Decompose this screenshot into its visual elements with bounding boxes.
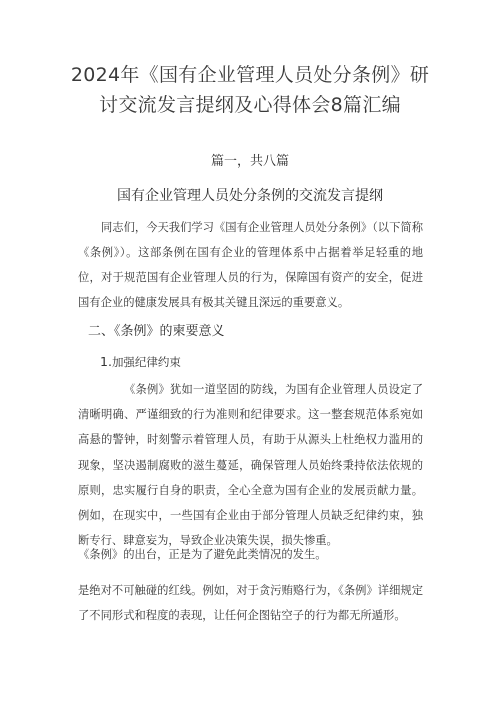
section-label: 篇一，共八篇 [210,154,289,169]
intro-paragraph: 同志们，今天我们学习《国有企业管理人员处分条例》（以下简称《条例》）。这部条例在国有企业的管理体系中占据着举足轻重的地位，对于规范国有企业管理人员的行为，保障国有资产的安全，促进国有企业的健康发展具有极其关键且深远的重要意义。 [78,221,423,309]
document-title-line-2: 讨交流发言提纲及心得体会8篇汇编 [99,94,401,116]
section-heading: 二、《条例》的柬要意义 [88,324,225,339]
subsection-heading [100,354,181,370]
subsection-number: 1. [100,354,112,369]
body-paragraph-2: 《条例》的出台，正是为了避免此类情况的发生。 [78,548,327,561]
subsection-heading-text: 加强纪律约束 [111,355,181,369]
document-title-line-1: 2024年《国有企业管理人员处分条例》研 [70,64,430,86]
body-paragraph-3: 是绝对不可触碰的红线。例如，对于贪污贿赂行为，《条例》详细规定了不同形式和程度的表现，让任何企图钻空子的行为都无所遁形。 [78,584,423,622]
section-subtitle: 国有企业管理人员处分条例的交流发言提纲 [117,188,383,204]
body-paragraph-1: 《条例》犹如一道坚固的防线，为国有企业管理人员设定了清晰明确、严谨细致的行为准则和纪律要求。这一整套规范体系宛如高悬的警钟，时刻警示着管理人员，有助于从源头上杜绝权力滥用的现象，坚决遏制腐败的滋生蔓延，确保管理人员始终秉持依法依规的原则，忠实履行自身的职责，全心全意为国有企业的发展贡献力量。例如，在现实中，一些国有企业由于部分管理人员缺乏纪律约束，独断专行、肆意妄为，导致企业决策失误，损失惨重。 [78,383,423,548]
document-title [60,60,440,120]
